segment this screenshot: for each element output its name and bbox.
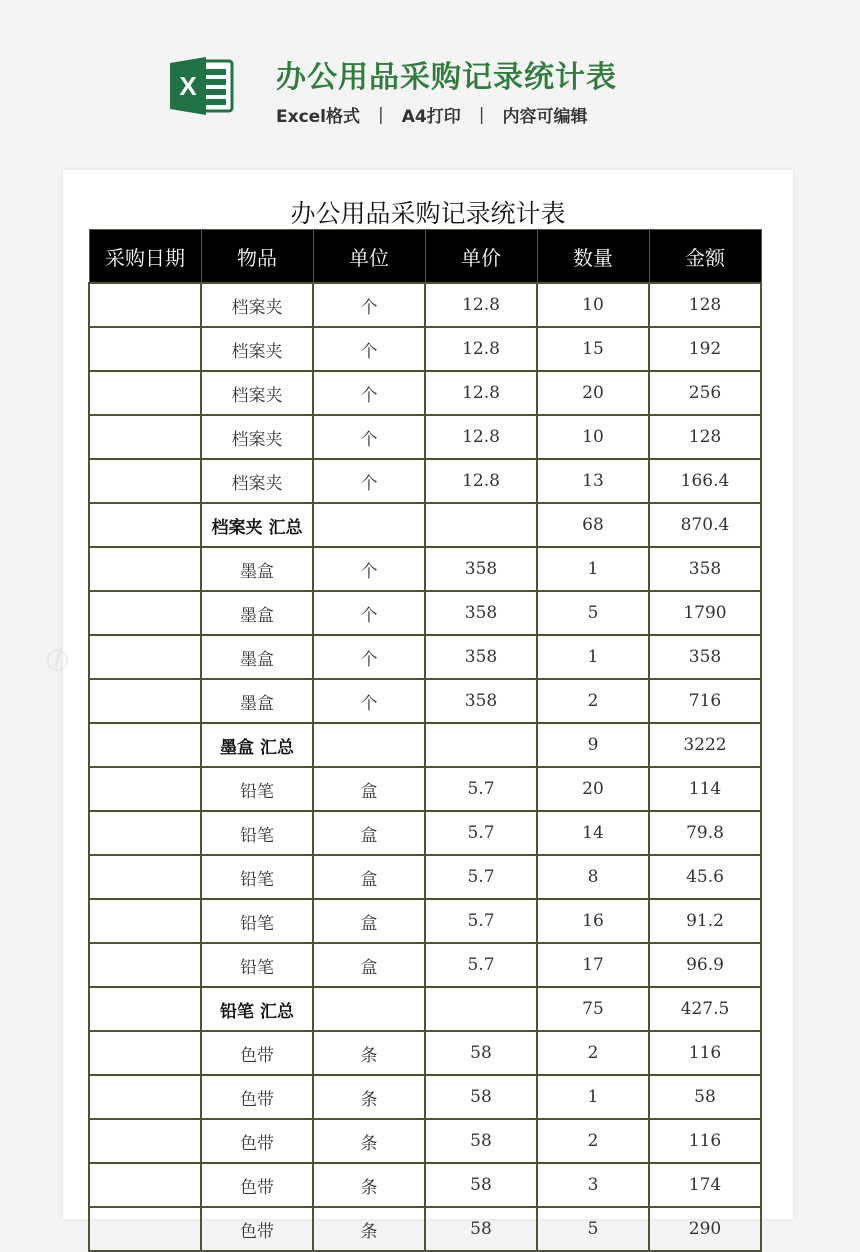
cell-price[interactable]: 12.8 [425, 371, 537, 415]
cell-date[interactable] [89, 1075, 201, 1119]
cell-price[interactable]: 58 [425, 1119, 537, 1163]
cell-unit[interactable]: 个 [313, 327, 425, 371]
watermark: ⊘ [34, 635, 80, 685]
table-body [89, 283, 761, 1251]
svg-text:X: X [179, 71, 197, 101]
cell-amount[interactable]: 427.5 [649, 987, 761, 1031]
cell-amount[interactable]: 128 [649, 283, 761, 327]
cell-price[interactable]: 358 [425, 635, 537, 679]
cell-quantity[interactable]: 5 [537, 591, 649, 635]
table-row[interactable] [89, 547, 761, 591]
cell-price[interactable]: 358 [425, 679, 537, 723]
cell-unit[interactable]: 盒 [313, 767, 425, 811]
cell-quantity[interactable]: 1 [537, 1075, 649, 1119]
column-header-quantity: 数量 [537, 230, 649, 284]
cell-price[interactable]: 5.7 [425, 943, 537, 987]
cell-quantity[interactable]: 14 [537, 811, 649, 855]
cell-unit[interactable]: 个 [313, 679, 425, 723]
cell-date[interactable] [89, 767, 201, 811]
cell-item[interactable]: 铅笔 [201, 943, 313, 987]
cell-price[interactable]: 5.7 [425, 899, 537, 943]
cell-item[interactable]: 色带 [201, 1207, 313, 1251]
cell-date[interactable] [89, 811, 201, 855]
cell-unit[interactable]: 条 [313, 1075, 425, 1119]
cell-amount[interactable]: 96.9 [649, 943, 761, 987]
cell-date[interactable] [89, 1031, 201, 1075]
table-row[interactable] [89, 679, 761, 723]
cell-item[interactable]: 档案夹 [201, 327, 313, 371]
cell-item[interactable]: 档案夹 [201, 459, 313, 503]
subtotal-row[interactable] [89, 503, 761, 547]
cell-unit[interactable]: 条 [313, 1207, 425, 1251]
cell-amount[interactable]: 174 [649, 1163, 761, 1207]
cell-item[interactable]: 档案夹 汇总 [201, 503, 313, 547]
cell-date[interactable] [89, 503, 201, 547]
table-row[interactable] [89, 283, 761, 327]
cell-quantity[interactable]: 10 [537, 283, 649, 327]
cell-amount[interactable]: 114 [649, 767, 761, 811]
purchase-table [88, 229, 762, 1252]
cell-date[interactable] [89, 459, 201, 503]
cell-date[interactable] [89, 327, 201, 371]
cell-item[interactable]: 色带 [201, 1119, 313, 1163]
cell-amount[interactable]: 166.4 [649, 459, 761, 503]
cell-price[interactable]: 58 [425, 1031, 537, 1075]
table-row[interactable] [89, 943, 761, 987]
cell-quantity[interactable]: 8 [537, 855, 649, 899]
cell-quantity[interactable]: 1 [537, 547, 649, 591]
cell-price[interactable]: 358 [425, 591, 537, 635]
cell-quantity[interactable]: 75 [537, 987, 649, 1031]
cell-price[interactable] [425, 987, 537, 1031]
cell-item[interactable]: 色带 [201, 1031, 313, 1075]
cell-amount[interactable]: 290 [649, 1207, 761, 1251]
cell-unit[interactable]: 个 [313, 635, 425, 679]
cell-quantity[interactable]: 5 [537, 1207, 649, 1251]
cell-amount[interactable]: 116 [649, 1119, 761, 1163]
cell-quantity[interactable]: 20 [537, 767, 649, 811]
cell-item[interactable]: 铅笔 [201, 811, 313, 855]
column-header-amount: 金额 [649, 230, 761, 284]
cell-unit[interactable]: 盒 [313, 811, 425, 855]
cell-unit[interactable]: 个 [313, 591, 425, 635]
cell-unit[interactable] [313, 723, 425, 767]
cell-item[interactable]: 墨盒 [201, 591, 313, 635]
cell-date[interactable] [89, 943, 201, 987]
cell-quantity[interactable]: 2 [537, 1119, 649, 1163]
cell-unit[interactable] [313, 503, 425, 547]
subtotal-row[interactable] [89, 723, 761, 767]
table-row[interactable] [89, 811, 761, 855]
cell-unit[interactable]: 盒 [313, 899, 425, 943]
cell-item[interactable]: 铅笔 汇总 [201, 987, 313, 1031]
cell-date[interactable] [89, 591, 201, 635]
table-row[interactable] [89, 767, 761, 811]
cell-date[interactable] [89, 1119, 201, 1163]
cell-date[interactable] [89, 547, 201, 591]
cell-price[interactable]: 12.8 [425, 327, 537, 371]
table-row[interactable] [89, 1119, 761, 1163]
table-row[interactable] [89, 459, 761, 503]
cell-quantity[interactable]: 68 [537, 503, 649, 547]
cell-price[interactable] [425, 723, 537, 767]
cell-amount[interactable]: 1790 [649, 591, 761, 635]
cell-price[interactable]: 5.7 [425, 855, 537, 899]
cell-price[interactable]: 58 [425, 1075, 537, 1119]
excel-logo-icon [170, 55, 234, 117]
cell-unit[interactable] [313, 987, 425, 1031]
cell-price[interactable]: 5.7 [425, 811, 537, 855]
cell-quantity[interactable]: 20 [537, 371, 649, 415]
table-row[interactable] [89, 415, 761, 459]
page-header [0, 0, 860, 160]
table-row[interactable] [89, 327, 761, 371]
table-row[interactable] [89, 1075, 761, 1119]
tag-separator: | [478, 104, 485, 125]
cell-quantity[interactable]: 10 [537, 415, 649, 459]
cell-quantity[interactable]: 15 [537, 327, 649, 371]
cell-quantity[interactable]: 2 [537, 1031, 649, 1075]
cell-unit[interactable]: 个 [313, 459, 425, 503]
cell-amount[interactable]: 128 [649, 415, 761, 459]
cell-date[interactable] [89, 1207, 201, 1251]
cell-date[interactable] [89, 1163, 201, 1207]
cell-item[interactable]: 铅笔 [201, 767, 313, 811]
column-header-unit: 单位 [313, 230, 425, 284]
cell-price[interactable]: 5.7 [425, 767, 537, 811]
cell-amount[interactable]: 256 [649, 371, 761, 415]
table-row[interactable] [89, 899, 761, 943]
column-header-item: 物品 [201, 230, 313, 284]
tag-a4-print: A4打印 [401, 107, 461, 127]
cell-amount[interactable]: 358 [649, 635, 761, 679]
cell-item[interactable]: 档案夹 [201, 415, 313, 459]
cell-date[interactable] [89, 635, 201, 679]
cell-amount[interactable]: 716 [649, 679, 761, 723]
cell-quantity[interactable]: 13 [537, 459, 649, 503]
cell-price[interactable]: 12.8 [425, 415, 537, 459]
cell-item[interactable]: 墨盒 [201, 635, 313, 679]
table-row[interactable] [89, 1207, 761, 1251]
cell-date[interactable] [89, 855, 201, 899]
cell-item[interactable]: 色带 [201, 1075, 313, 1119]
cell-unit[interactable]: 条 [313, 1163, 425, 1207]
cell-quantity[interactable]: 17 [537, 943, 649, 987]
cell-price[interactable]: 358 [425, 547, 537, 591]
cell-quantity[interactable]: 9 [537, 723, 649, 767]
cell-unit[interactable]: 个 [313, 415, 425, 459]
cell-item[interactable]: 档案夹 [201, 371, 313, 415]
table-row[interactable] [89, 1031, 761, 1075]
tag-excel-format: Excel格式 [276, 107, 361, 127]
cell-amount[interactable]: 45.6 [649, 855, 761, 899]
cell-amount[interactable]: 79.8 [649, 811, 761, 855]
table-header-row [89, 230, 761, 284]
page-title: 办公用品采购记录统计表 [276, 60, 617, 95]
cell-unit[interactable]: 条 [313, 1031, 425, 1075]
cell-unit[interactable]: 盒 [313, 855, 425, 899]
table-row[interactable] [89, 635, 761, 679]
cell-price[interactable]: 12.8 [425, 459, 537, 503]
table-row[interactable] [89, 855, 761, 899]
format-tags [276, 102, 587, 127]
column-header-price: 单价 [425, 230, 537, 284]
cell-price[interactable]: 58 [425, 1163, 537, 1207]
tag-editable: 内容可编辑 [502, 107, 588, 127]
cell-date[interactable] [89, 899, 201, 943]
subtotal-row[interactable] [89, 987, 761, 1031]
table-row[interactable] [89, 371, 761, 415]
cell-item[interactable]: 墨盒 [201, 547, 313, 591]
cell-amount[interactable]: 91.2 [649, 899, 761, 943]
cell-date[interactable] [89, 679, 201, 723]
table-row[interactable] [89, 1163, 761, 1207]
cell-item[interactable]: 墨盒 [201, 679, 313, 723]
cell-price[interactable]: 12.8 [425, 283, 537, 327]
cell-quantity[interactable]: 3 [537, 1163, 649, 1207]
cell-item[interactable]: 档案夹 [201, 283, 313, 327]
cell-item[interactable]: 铅笔 [201, 899, 313, 943]
cell-amount[interactable]: 3222 [649, 723, 761, 767]
cell-date[interactable] [89, 723, 201, 767]
cell-unit[interactable]: 个 [313, 547, 425, 591]
tag-separator: | [378, 104, 384, 125]
cell-amount[interactable]: 116 [649, 1031, 761, 1075]
spreadsheet-preview [34, 170, 793, 1242]
cell-unit[interactable]: 个 [313, 371, 425, 415]
sheet-title: 办公用品采购记录统计表 [290, 199, 566, 228]
cell-quantity[interactable]: 2 [537, 679, 649, 723]
cell-amount[interactable]: 192 [649, 327, 761, 371]
cell-amount[interactable]: 358 [649, 547, 761, 591]
table-row[interactable] [89, 591, 761, 635]
cell-unit[interactable]: 个 [313, 283, 425, 327]
cell-date[interactable] [89, 371, 201, 415]
cell-price[interactable]: 58 [425, 1207, 537, 1251]
cell-unit[interactable]: 盒 [313, 943, 425, 987]
cell-quantity[interactable]: 1 [537, 635, 649, 679]
cell-amount[interactable]: 870.4 [649, 503, 761, 547]
cell-date[interactable] [89, 283, 201, 327]
cell-date[interactable] [89, 987, 201, 1031]
cell-item[interactable]: 墨盒 汇总 [201, 723, 313, 767]
cell-unit[interactable]: 条 [313, 1119, 425, 1163]
cell-item[interactable]: 铅笔 [201, 855, 313, 899]
column-header-date: 采购日期 [89, 230, 201, 284]
cell-quantity[interactable]: 16 [537, 899, 649, 943]
cell-date[interactable] [89, 415, 201, 459]
cell-amount[interactable]: 58 [649, 1075, 761, 1119]
cell-price[interactable] [425, 503, 537, 547]
cell-item[interactable]: 色带 [201, 1163, 313, 1207]
